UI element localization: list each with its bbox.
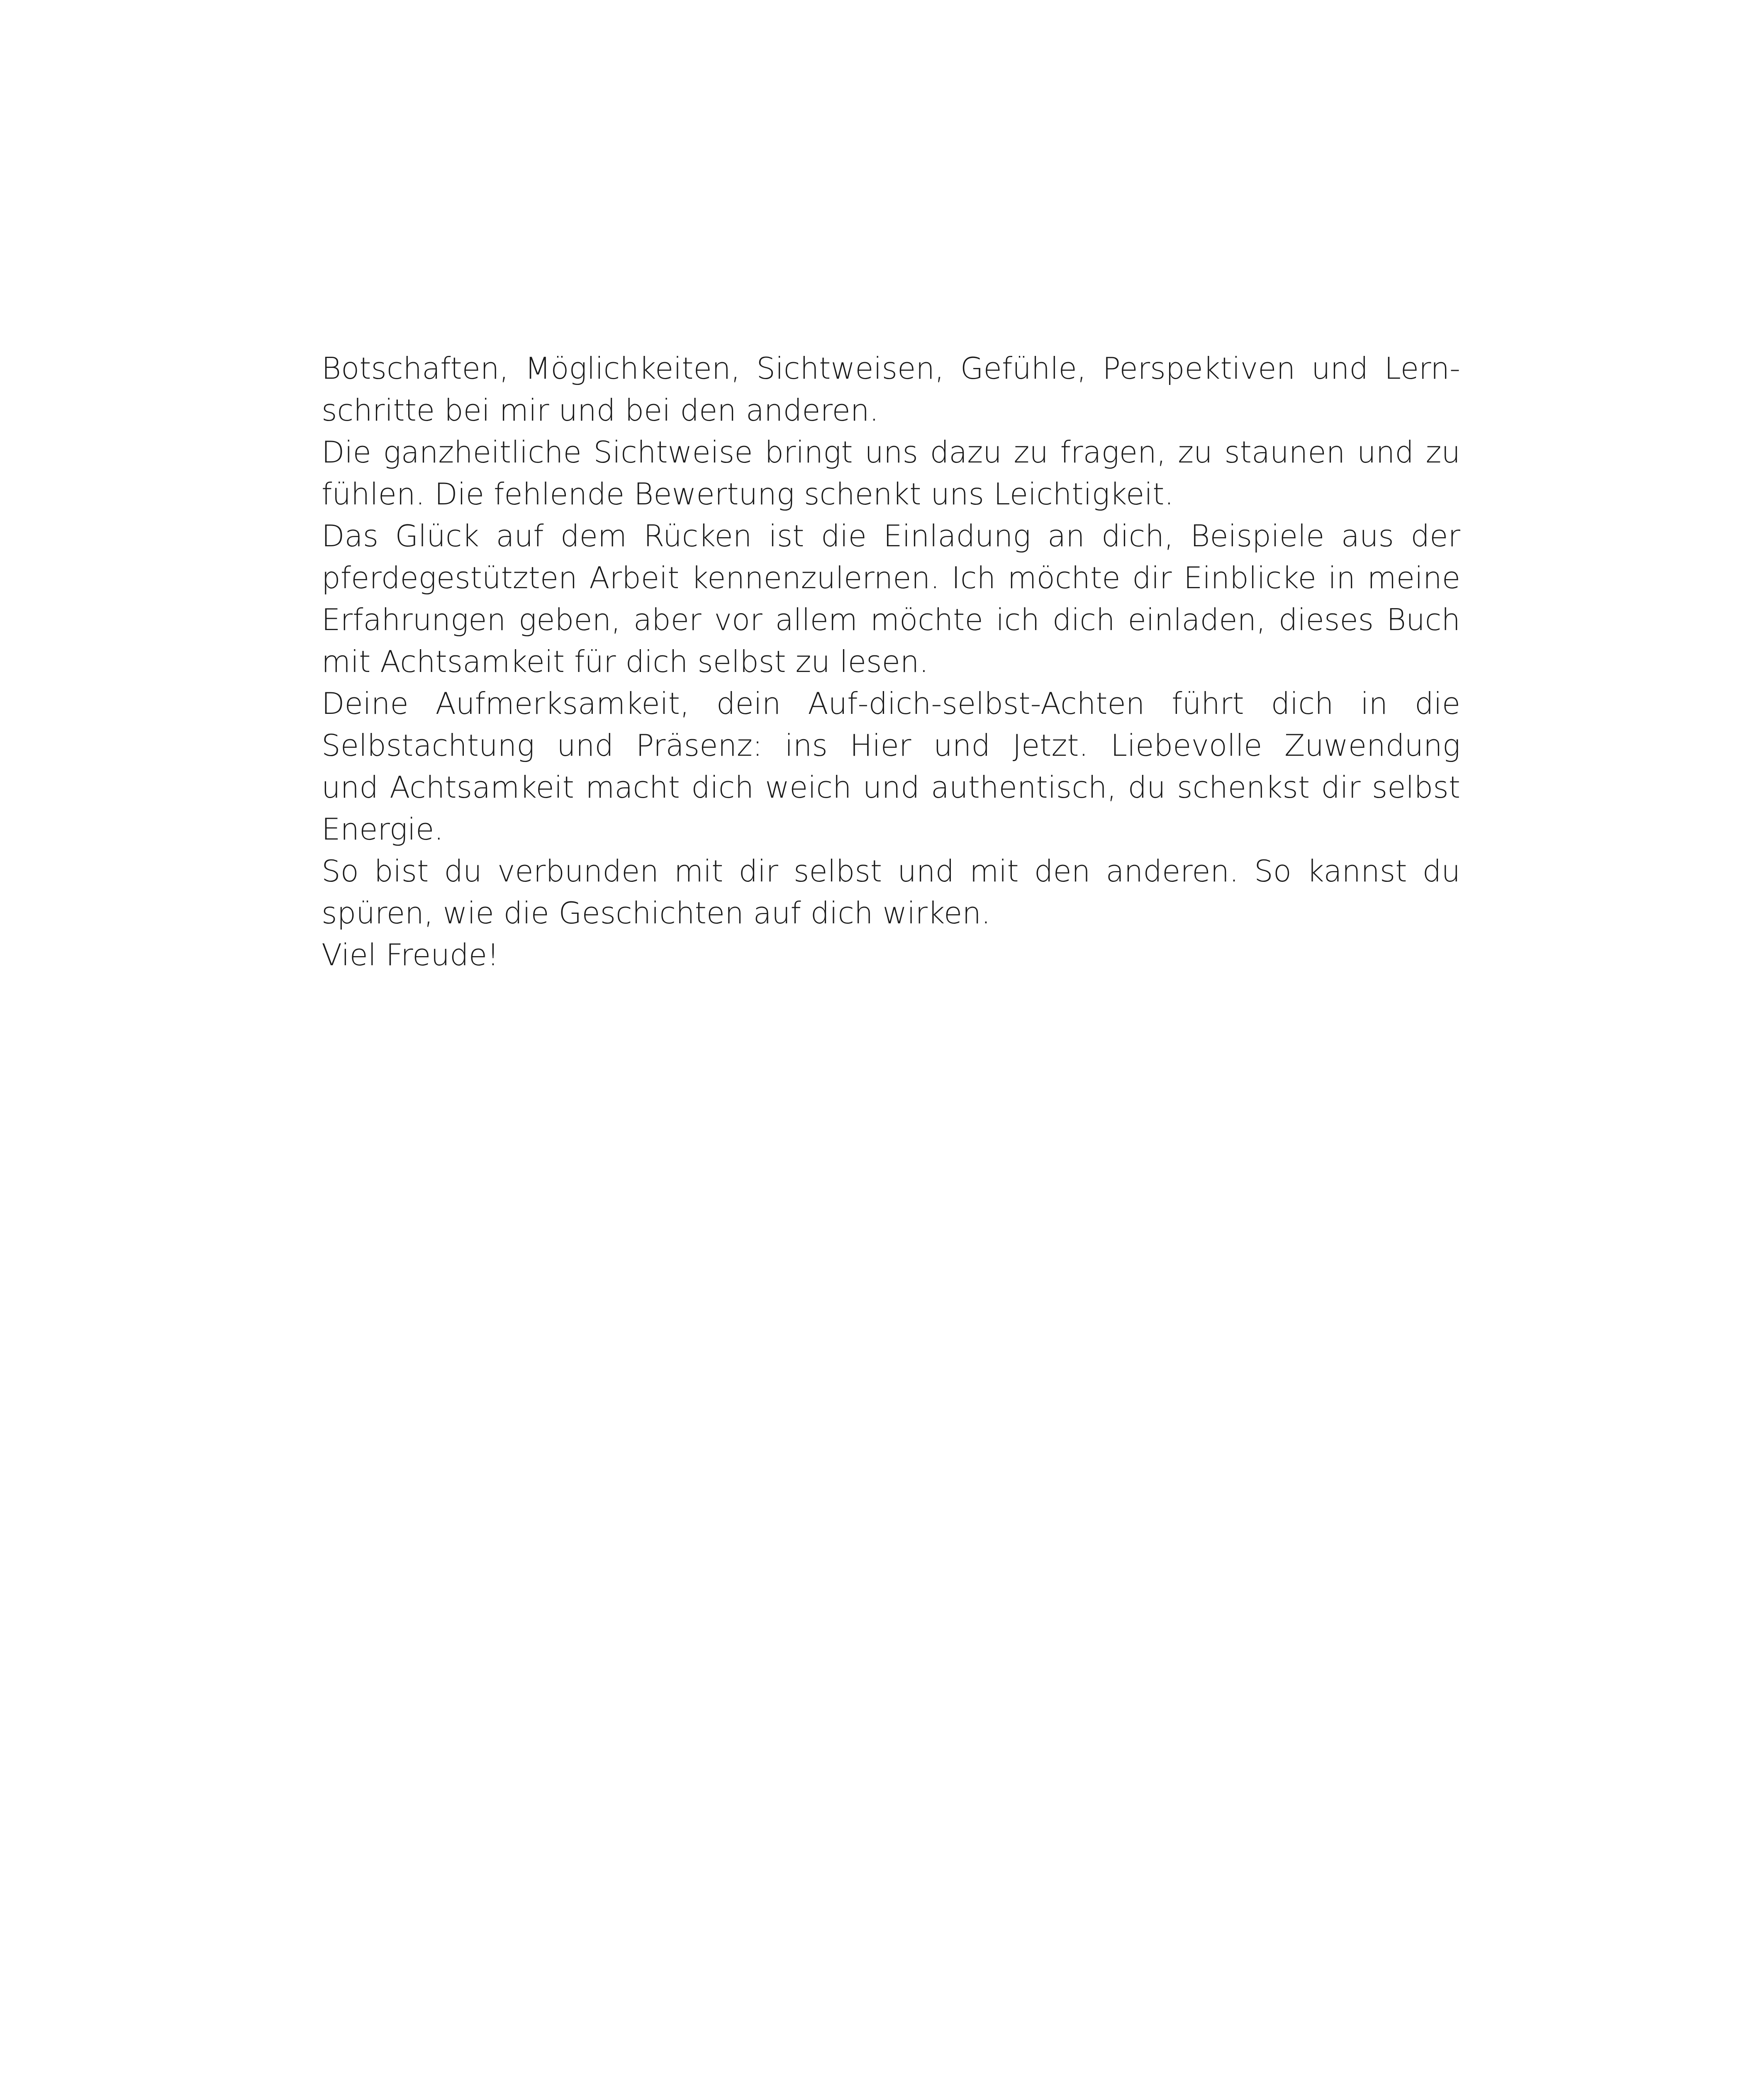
- paragraph: [322, 515, 1460, 683]
- paragraph: [322, 431, 1460, 515]
- paragraph: [322, 850, 1460, 934]
- text-line: Energie.: [322, 812, 444, 847]
- text-line: Das Glück auf dem Rücken ist die Einladung an dich, Beispiele aus der: [322, 518, 1460, 553]
- text-line: pferdegestützten Arbeit kennenzulernen. Ich möchte dir Einblicke in meine: [322, 560, 1460, 595]
- text-line: Die ganzheitliche Sichtweise bringt uns dazu zu fragen, zu staunen und zu: [322, 435, 1460, 470]
- text-line: Deine Aufmerksamkeit, dein Auf-dich-selbst-Achten führt dich in die: [322, 686, 1460, 721]
- text-line: mit Achtsamkeit für dich selbst zu lesen.: [322, 644, 929, 679]
- text-line: fühlen. Die fehlende Bewertung schenkt uns Leichtigkeit.: [322, 477, 1174, 511]
- paragraph: [322, 348, 1460, 431]
- text-line: Selbstachtung und Präsenz: ins Hier und Jetzt. Liebevolle Zuwendung: [322, 728, 1460, 763]
- body-text: [322, 348, 1460, 976]
- text-line: Botschaften, Möglichkeiten, Sichtweisen, Gefühle, Perspektiven und Lern-: [322, 351, 1460, 386]
- paragraph: [322, 683, 1460, 850]
- text-line: schritte bei mir und bei den anderen.: [322, 393, 879, 428]
- text-line: Viel Freude!: [322, 937, 499, 972]
- text-line: spüren, wie die Geschichten auf dich wirken.: [322, 896, 991, 930]
- text-line: Erfahrungen geben, aber vor allem möchte ich dich einladen, dieses Buch: [322, 602, 1460, 637]
- text-line: So bist du verbunden mit dir selbst und mit den anderen. So kannst du: [322, 854, 1460, 889]
- paragraph: [322, 934, 1460, 976]
- text-line: und Achtsamkeit macht dich weich und authentisch, du schenkst dir selbst: [322, 770, 1460, 805]
